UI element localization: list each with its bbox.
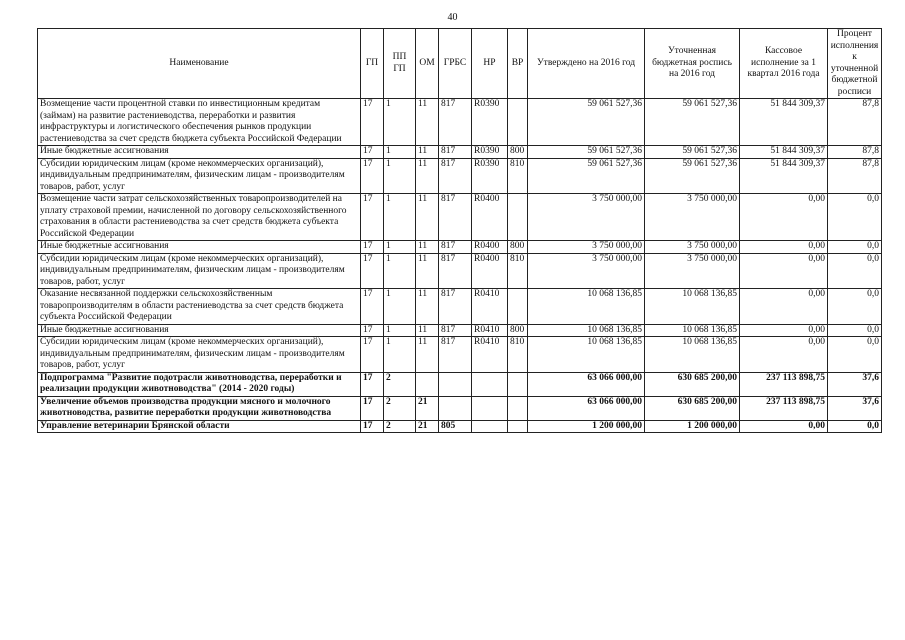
cell-approved: 10 068 136,85 [528, 289, 645, 325]
cell-cash: 0,00 [740, 289, 828, 325]
cell-cash: 51 844 309,37 [740, 146, 828, 159]
cell-cash: 0,00 [740, 253, 828, 289]
cell-vr: 810 [508, 337, 528, 373]
cell-ppgp: 2 [384, 420, 416, 433]
budget-table [37, 28, 882, 433]
cell-grbs [439, 396, 472, 420]
cell-np [472, 420, 508, 433]
cell-np: R0410 [472, 324, 508, 337]
cell-grbs: 817 [439, 324, 472, 337]
cell-vr: 800 [508, 324, 528, 337]
cell-approved: 3 750 000,00 [528, 194, 645, 241]
table-row [38, 289, 882, 325]
table-row [38, 396, 882, 420]
table-row [38, 372, 882, 396]
cell-grbs: 817 [439, 337, 472, 373]
table-row [38, 420, 882, 433]
cell-grbs: 817 [439, 194, 472, 241]
cell-gp: 17 [361, 158, 384, 194]
cell-cash: 0,00 [740, 420, 828, 433]
cell-refined: 10 068 136,85 [645, 337, 740, 373]
cell-cash: 51 844 309,37 [740, 158, 828, 194]
table-row [38, 194, 882, 241]
cell-vr: 800 [508, 241, 528, 254]
cell-gp: 17 [361, 337, 384, 373]
cell-percent: 0,0 [828, 324, 882, 337]
cell-np: R0400 [472, 194, 508, 241]
cell-gp: 17 [361, 396, 384, 420]
cell-om: 21 [416, 420, 439, 433]
cell-approved: 10 068 136,85 [528, 324, 645, 337]
cell-name: Увеличение объемов производства продукции мясного и молочного животноводства, развитие переработки продукции животноводства [38, 396, 361, 420]
cell-ppgp: 1 [384, 158, 416, 194]
cell-name: Возмещение части процентной ставки по инвестиционным кредитам (займам) на развитие растениеводства, переработки и развития инфраструктуры и логистического обеспечения рынков продукции растениеводства за счет средств бюджета субъекта Российской Федерации [38, 99, 361, 146]
cell-ppgp: 2 [384, 372, 416, 396]
cell-percent: 0,0 [828, 194, 882, 241]
cell-vr [508, 420, 528, 433]
col-header-ppgp: ПП ГП [384, 29, 416, 99]
page-number: 40 [447, 12, 458, 23]
table-body [38, 99, 882, 433]
cell-percent: 0,0 [828, 241, 882, 254]
cell-grbs: 817 [439, 241, 472, 254]
cell-cash: 0,00 [740, 194, 828, 241]
col-header-cash: Кассовое исполнение за 1 квартал 2016 года [740, 29, 828, 99]
table-row [38, 337, 882, 373]
col-header-om: ОМ [416, 29, 439, 99]
cell-ppgp: 1 [384, 146, 416, 159]
col-header-grbs: ГРБС [439, 29, 472, 99]
cell-approved: 63 066 000,00 [528, 396, 645, 420]
cell-ppgp: 1 [384, 289, 416, 325]
cell-gp: 17 [361, 194, 384, 241]
cell-om: 11 [416, 194, 439, 241]
cell-name: Иные бюджетные ассигнования [38, 324, 361, 337]
cell-refined: 3 750 000,00 [645, 241, 740, 254]
cell-cash: 237 113 898,75 [740, 372, 828, 396]
cell-percent: 0,0 [828, 420, 882, 433]
cell-refined: 10 068 136,85 [645, 289, 740, 325]
cell-np: R0410 [472, 289, 508, 325]
cell-refined: 630 685 200,00 [645, 372, 740, 396]
cell-grbs: 817 [439, 99, 472, 146]
cell-np: R0410 [472, 337, 508, 373]
table-row [38, 324, 882, 337]
cell-percent: 87,8 [828, 158, 882, 194]
cell-vr: 810 [508, 253, 528, 289]
cell-np: R0390 [472, 146, 508, 159]
cell-vr [508, 396, 528, 420]
table-row [38, 241, 882, 254]
cell-om: 11 [416, 289, 439, 325]
cell-om: 11 [416, 241, 439, 254]
col-header-approved: Утверждено на 2016 год [528, 29, 645, 99]
col-header-gp: ГП [361, 29, 384, 99]
cell-grbs: 817 [439, 289, 472, 325]
cell-vr [508, 194, 528, 241]
cell-grbs: 817 [439, 253, 472, 289]
cell-name: Подпрограмма "Развитие подотрасли животноводства, переработки и реализации продукции животноводства" (2014 - 2020 годы) [38, 372, 361, 396]
cell-ppgp: 1 [384, 194, 416, 241]
cell-ppgp: 1 [384, 241, 416, 254]
cell-approved: 63 066 000,00 [528, 372, 645, 396]
cell-np: R0390 [472, 158, 508, 194]
cell-refined: 59 061 527,36 [645, 99, 740, 146]
cell-ppgp: 1 [384, 324, 416, 337]
cell-cash: 0,00 [740, 324, 828, 337]
cell-refined: 1 200 000,00 [645, 420, 740, 433]
col-header-np: НР [472, 29, 508, 99]
cell-approved: 1 200 000,00 [528, 420, 645, 433]
cell-percent: 37,6 [828, 396, 882, 420]
cell-percent: 0,0 [828, 253, 882, 289]
cell-om: 11 [416, 158, 439, 194]
cell-np: R0400 [472, 253, 508, 289]
col-header-refined: Уточненная бюджетная роспись на 2016 год [645, 29, 740, 99]
cell-cash: 0,00 [740, 241, 828, 254]
cell-om [416, 372, 439, 396]
table-row [38, 146, 882, 159]
cell-name: Возмещение части затрат сельскохозяйственных товаропроизводителей на уплату страховой премии, начисленной по договору сельскохозяйственного страхования в области растениеводства за счет средств бюджета субъекта Российской Федерации [38, 194, 361, 241]
cell-approved: 59 061 527,36 [528, 99, 645, 146]
cell-np [472, 372, 508, 396]
cell-gp: 17 [361, 241, 384, 254]
cell-np [472, 396, 508, 420]
cell-name: Субсидии юридическим лицам (кроме некоммерческих организаций), индивидуальным предпринимателям, физическим лицам - производителям товаров, работ, услуг [38, 158, 361, 194]
cell-refined: 59 061 527,36 [645, 158, 740, 194]
cell-approved: 3 750 000,00 [528, 241, 645, 254]
cell-name: Субсидии юридическим лицам (кроме некоммерческих организаций), индивидуальным предпринимателям, физическим лицам - производителям товаров, работ, услуг [38, 253, 361, 289]
cell-refined: 3 750 000,00 [645, 253, 740, 289]
cell-om: 11 [416, 253, 439, 289]
cell-grbs [439, 372, 472, 396]
cell-gp: 17 [361, 253, 384, 289]
cell-gp: 17 [361, 289, 384, 325]
cell-percent: 0,0 [828, 289, 882, 325]
cell-name: Управление ветеринарии Брянской области [38, 420, 361, 433]
cell-grbs: 817 [439, 146, 472, 159]
cell-percent: 37,6 [828, 372, 882, 396]
table-row [38, 99, 882, 146]
cell-om: 11 [416, 146, 439, 159]
cell-ppgp: 2 [384, 396, 416, 420]
cell-cash: 237 113 898,75 [740, 396, 828, 420]
cell-percent: 0,0 [828, 337, 882, 373]
cell-approved: 3 750 000,00 [528, 253, 645, 289]
table-row [38, 253, 882, 289]
cell-np: R0390 [472, 99, 508, 146]
cell-ppgp: 1 [384, 99, 416, 146]
cell-vr [508, 99, 528, 146]
cell-ppgp: 1 [384, 253, 416, 289]
col-header-name: Наименование [38, 29, 361, 99]
cell-refined: 59 061 527,36 [645, 146, 740, 159]
cell-vr: 800 [508, 146, 528, 159]
cell-gp: 17 [361, 324, 384, 337]
cell-gp: 17 [361, 420, 384, 433]
cell-gp: 17 [361, 372, 384, 396]
cell-gp: 17 [361, 146, 384, 159]
col-header-percent: Процент исполнения к уточненной бюджетной росписи [828, 29, 882, 99]
cell-om: 11 [416, 99, 439, 146]
cell-approved: 59 061 527,36 [528, 158, 645, 194]
cell-name: Субсидии юридическим лицам (кроме некоммерческих организаций), индивидуальным предпринимателям, физическим лицам - производителям товаров, работ, услуг [38, 337, 361, 373]
cell-ppgp: 1 [384, 337, 416, 373]
cell-approved: 59 061 527,36 [528, 146, 645, 159]
cell-vr: 810 [508, 158, 528, 194]
cell-vr [508, 289, 528, 325]
cell-np: R0400 [472, 241, 508, 254]
cell-gp: 17 [361, 99, 384, 146]
col-header-vr: ВР [508, 29, 528, 99]
cell-refined: 3 750 000,00 [645, 194, 740, 241]
table-row [38, 158, 882, 194]
cell-name: Иные бюджетные ассигнования [38, 241, 361, 254]
cell-cash: 51 844 309,37 [740, 99, 828, 146]
table-header-row [38, 29, 882, 99]
cell-grbs: 805 [439, 420, 472, 433]
cell-om: 21 [416, 396, 439, 420]
cell-name: Оказание несвязанной поддержки сельскохозяйственным товаропроизводителям в области растениеводства за счет средств бюджета субъекта Российской Федерации [38, 289, 361, 325]
cell-grbs: 817 [439, 158, 472, 194]
cell-name: Иные бюджетные ассигнования [38, 146, 361, 159]
cell-cash: 0,00 [740, 337, 828, 373]
cell-refined: 630 685 200,00 [645, 396, 740, 420]
cell-approved: 10 068 136,85 [528, 337, 645, 373]
cell-percent: 87,8 [828, 99, 882, 146]
cell-refined: 10 068 136,85 [645, 324, 740, 337]
cell-om: 11 [416, 337, 439, 373]
cell-percent: 87,8 [828, 146, 882, 159]
cell-vr [508, 372, 528, 396]
cell-om: 11 [416, 324, 439, 337]
